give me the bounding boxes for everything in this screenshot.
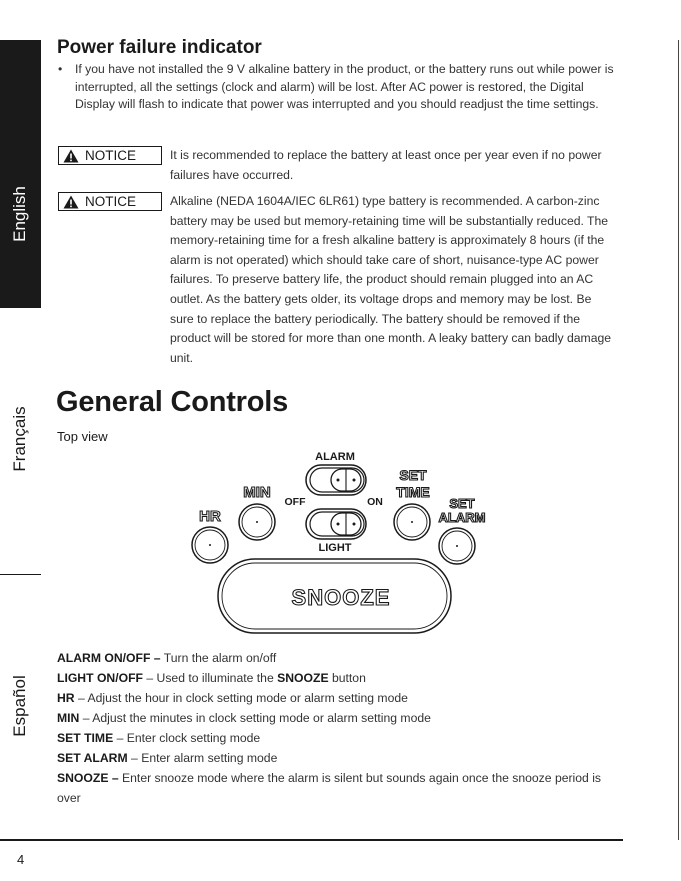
control-term: ALARM ON/OFF – <box>57 651 161 665</box>
control-description-hr <box>57 688 627 708</box>
control-desc: – Enter alarm setting mode <box>127 751 278 765</box>
language-label-french: Français <box>10 406 29 472</box>
warning-triangle-icon <box>63 195 79 209</box>
control-description-set-time <box>57 728 627 748</box>
top-view-subhead: Top view <box>57 429 108 444</box>
control-term: HR <box>57 691 75 705</box>
notice-label: NOTICE <box>85 194 137 209</box>
min-button[interactable] <box>239 504 275 540</box>
diagram-label-on: ON <box>367 496 383 508</box>
set-alarm-button[interactable] <box>439 528 475 564</box>
diagram-label-set-time-line2: TIME <box>396 484 430 500</box>
control-desc: – Adjust the hour in clock setting mode or alarm setting mode <box>74 691 408 705</box>
control-description-min <box>57 708 627 728</box>
page-edge-line <box>678 40 679 840</box>
control-description-alarm <box>57 648 627 668</box>
diagram-label-hr: HR <box>199 508 221 525</box>
hr-button[interactable] <box>192 527 228 563</box>
section-title-general-controls: General Controls <box>56 386 289 418</box>
warning-triangle-icon <box>63 149 79 163</box>
set-time-button[interactable] <box>394 504 430 540</box>
light-switch[interactable] <box>306 509 366 539</box>
diagram-label-min: MIN <box>243 484 271 501</box>
control-term: MIN <box>57 711 80 725</box>
page-number: 4 <box>17 852 25 867</box>
notice-text: Alkaline (NEDA 1604A/IEC 6LR61) type battery is recommended. A carbon-zinc battery may be used but memory-retaining time will be substantially reduced. The memory-retaining time for a fresh alkaline battery is approximately 8 hours (if the alarm is not operated) which should take care of short, nuisance-type AC power failures. To preserve battery life, the product should remain plugged into an AC outlet. As the battery gets older, its voltage drops and memory may be lost. Be sure to replace the battery periodically. The battery should be removed if the product will be stored for more than one month. A leaky battery can badly damage unit. <box>170 194 612 365</box>
diagram-label-set-time-line1: SET <box>399 467 427 483</box>
notice-label-box <box>58 146 162 165</box>
control-desc-tail: button <box>328 671 366 685</box>
diagram-label-off: OFF <box>284 496 306 508</box>
notice-label-box <box>58 192 162 211</box>
language-tab-english <box>0 40 41 308</box>
diagram-label-set-alarm-line1: SET <box>449 496 475 511</box>
diagram-label-set-alarm-line2: ALARM <box>438 510 486 525</box>
control-description-set-alarm <box>57 748 627 768</box>
footer-rule <box>0 839 623 841</box>
language-divider <box>0 574 41 575</box>
notice-label: NOTICE <box>85 148 137 163</box>
controls-description-list <box>57 648 627 808</box>
bullet-marker: • <box>58 62 63 76</box>
power-failure-text: If you have not installed the 9 V alkaline battery in the product, or the battery runs out while power is interrupted, all the settings (clock and alarm) will be lost. After AC power is restored, the Digital Display will flash to indicate that power was interrupted and you should readjust the time settings. <box>75 62 614 111</box>
language-label-english: English <box>10 186 29 242</box>
diagram-label-snooze: SNOOZE <box>291 585 391 610</box>
control-term: SNOOZE – <box>57 771 119 785</box>
control-desc: – Enter clock setting mode <box>113 731 261 745</box>
diagram-label-alarm: ALARM <box>315 451 355 463</box>
section-title-power-failure: Power failure indicator <box>57 37 262 58</box>
control-term: LIGHT ON/OFF <box>57 671 143 685</box>
control-desc: – Used to illuminate the <box>142 671 278 685</box>
control-desc-bold: SNOOZE <box>277 671 329 685</box>
top-view-diagram <box>185 447 495 637</box>
control-description-light <box>57 668 627 688</box>
control-term: SET TIME <box>57 731 114 745</box>
power-failure-paragraph <box>57 61 617 114</box>
control-desc: Enter snooze mode where the alarm is silent but sounds again once the snooze period is over <box>57 771 602 805</box>
language-label-spanish: Español <box>10 675 29 737</box>
control-description-snooze <box>57 768 627 808</box>
alarm-switch[interactable] <box>306 465 366 495</box>
control-desc: Turn the alarm on/off <box>160 651 277 665</box>
diagram-label-light: LIGHT <box>318 542 352 554</box>
notice-text: It is recommended to replace the battery at least once per year even if no power failures have occurred. <box>170 148 602 182</box>
control-desc: – Adjust the minutes in clock setting mode or alarm setting mode <box>79 711 431 725</box>
control-term: SET ALARM <box>57 751 128 765</box>
